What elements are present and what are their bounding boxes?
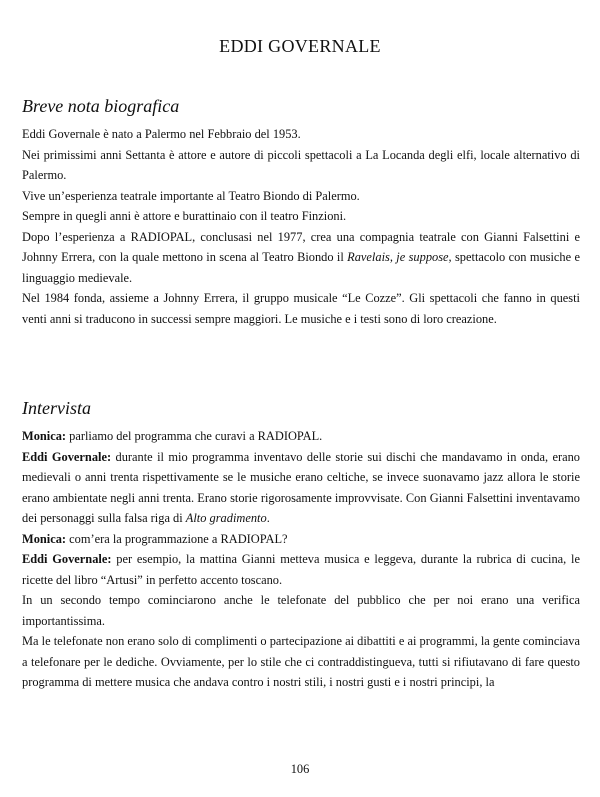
interview-answer [22,549,580,590]
interview-question [22,529,580,550]
interview-section [22,426,580,693]
interview-heading: Intervista [22,398,91,418]
play-title: Ravelais, je suppose, [347,250,452,264]
question-text: com’era la programmazione a RADIOPAL? [66,531,288,546]
answer-text: durante il mio programma inventavo delle storie sui dischi che mandavamo in onda, erano medievali o anni trenta rispettivamente se le musiche erano celtiche, se invece suonavamo jazz allora le storie erano ambientate negli anni trenta. Erano storie rigorosamente improvvisate. Con Gianni Falsettini inventavamo dei personaggi sulla falsa riga di [22,449,580,525]
bio-section [22,124,580,329]
bio-text: Dopo l’esperienza a RADIOPAL, conclusasi nel 1977, crea una compagnia teatrale con Gianni Falsettini e Johnny Errera, con la quale mettono in scena al Teatro Biondo il [22,229,580,264]
speaker-label: Eddi Governale: [22,552,112,566]
bio-heading: Breve nota biografica [22,96,180,116]
interview-answer: Ma le telefonate non erano solo di complimenti o partecipazione ai dibattiti e ai programmi, la gente cominciava a telefonare per le dediche. Ovviamente, per lo stile che ci contraddistingueva, tutti si rifiutavano di fare questo programma di mettere musica che andava contro i nostri stili, i nostri gusti e i nostri principi, la [22,634,580,689]
bio-paragraph: Vive un’esperienza teatrale importante al Teatro Biondo di Palermo. [22,188,360,203]
bio-paragraph: Nel 1984 fonda, assieme a Johnny Errera, il gruppo musicale “Le Cozze”. Gli spettacoli che fanno in questi venti anni si traducono in successi sempre maggiori. Le musiche e i testi sono di loro creazione. [22,291,580,326]
bio-paragraph: Sempre in quegli anni è attore e burattinaio con il teatro Finzioni. [22,209,347,223]
question-text: parliamo del programma che curavi a RADIOPAL. [66,429,323,443]
answer-text: . [266,511,270,525]
answer-text: per esempio, la mattina Gianni metteva musica e leggeva, durante la rubrica di cucina, le ricette del libro “Artusi” in perfetto accento toscano. [22,552,580,587]
interview-question [22,426,580,447]
page-number: 106 [290,762,310,776]
bio-paragraph: Eddi Governale è nato a Palermo nel Febbraio del 1953. [22,127,301,141]
bio-text: spettacolo con musiche e linguaggio medievale. [22,250,580,285]
interview-answer: In un secondo tempo cominciarono anche le telefonate del pubblico che per noi erano una verifica importantissima. [22,593,580,628]
bio-paragraph [22,227,580,289]
interview-answer [22,447,580,529]
speaker-label: Monica: [22,531,67,546]
speaker-label: Eddi Governale: [22,449,112,464]
page-title: EDDI GOVERNALE [219,36,381,56]
program-title: Alto gradimento [185,511,267,525]
bio-paragraph: Nei primissimi anni Settanta è attore e autore di piccoli spettacoli a La Locanda degli elfi, locale alternativo di Palermo. [22,147,580,182]
speaker-label: Monica: [22,429,67,443]
